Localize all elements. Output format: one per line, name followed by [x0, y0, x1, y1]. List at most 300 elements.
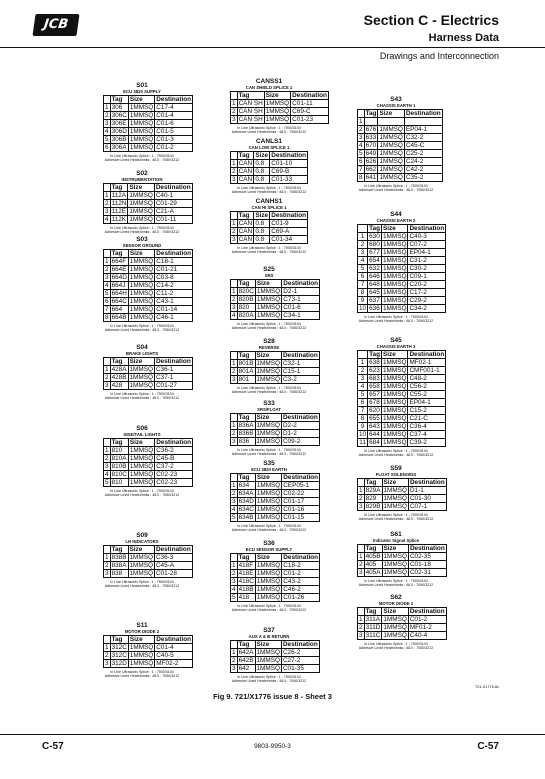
table-cell: 820B: [238, 296, 254, 303]
column-header: Destination: [409, 225, 445, 232]
table-cell: 3: [105, 382, 109, 389]
table-cell: 5: [105, 479, 109, 486]
wire-table: [230, 91, 329, 124]
table-cell: 1: [105, 258, 109, 265]
table-cell: C01-2: [408, 616, 446, 624]
table-row: [358, 359, 446, 367]
splice-note: In Line Ultrasonic Splice : 1 : 7500/3104: [237, 604, 301, 608]
table-cell: C01-2: [155, 144, 193, 152]
table-cell: C46-2: [282, 586, 320, 594]
table-cell: 632: [369, 265, 380, 272]
table-cell: 1MMSQ: [383, 383, 407, 390]
wire-table: [103, 183, 193, 224]
splice-note: In Line Ultrasonic Splice : 1 : 7500/3104: [237, 246, 301, 250]
table-cell: 1MMSQ: [256, 422, 280, 429]
column-header: Size: [255, 352, 281, 360]
splice-note: Adhesive Lined Heatshrinks : 48.0 : 7050/3212: [231, 250, 307, 255]
table-row: [358, 174, 443, 182]
block-title: S62: [390, 594, 402, 601]
wire-table: [103, 95, 193, 152]
table-cell: 1MMSQ: [129, 120, 154, 127]
block-title: S59: [390, 465, 402, 472]
table-cell: 1MMSQ: [129, 200, 153, 207]
table-cell: 6: [359, 158, 363, 165]
table-cell: 836: [237, 438, 255, 446]
table-cell: D1-1: [408, 487, 446, 495]
table-cell: C34-1: [282, 312, 320, 320]
harness-block: [230, 540, 319, 613]
table-cell: CAN: [238, 236, 253, 243]
splice-notes: [103, 154, 181, 163]
column-header: Tag: [110, 636, 128, 644]
harness-block: [103, 532, 191, 589]
table-cell: 1MMSQ: [379, 150, 403, 157]
table-cell: C01-15: [282, 514, 320, 522]
table-row: [231, 586, 320, 594]
column-header: Size: [382, 225, 408, 233]
table-cell: 3: [232, 176, 236, 183]
table-row: [231, 228, 308, 236]
table-cell: 306B: [111, 136, 127, 143]
table-row: [231, 116, 329, 124]
table-cell: 664B: [111, 314, 127, 321]
table-cell: 1MMSQ: [129, 208, 153, 215]
table-row: [104, 366, 193, 374]
table-row: [231, 108, 329, 116]
table-row: [358, 495, 447, 503]
table-cell: C02-31: [408, 569, 446, 577]
table-cell: 4: [358, 383, 368, 391]
table-cell: 1MMSQ: [129, 314, 154, 321]
table-row: [231, 506, 320, 514]
table-cell: 312C: [111, 644, 127, 651]
splice-notes: [230, 186, 308, 195]
table-row: [104, 258, 193, 266]
table-cell: 670: [365, 142, 377, 149]
table-cell: 3: [232, 498, 236, 505]
table-cell: 838A: [111, 562, 127, 569]
table-cell: 626: [365, 158, 377, 165]
table-cell: 1MMSQ: [256, 594, 281, 601]
wire-table: [357, 109, 443, 182]
table-cell: 1: [232, 482, 236, 489]
table-cell: 4: [232, 586, 236, 593]
page-number-right: C-57: [477, 741, 499, 752]
splice-note: In Line Ultrasonic Splice : 1 : 7500/3104: [110, 392, 174, 396]
splice-note: In Line Ultrasonic Splice : 1 : 7500/3104: [364, 315, 428, 319]
splice-note: In Line Ultrasonic Splice : 1 : 7500/3104: [237, 386, 301, 390]
table-cell: C56-2: [408, 383, 446, 391]
table-cell: C48-2: [408, 375, 446, 383]
splice-note: In Line Ultrasonic Splice : 1 : 7500/3104: [110, 580, 174, 584]
table-cell: C43-1: [155, 298, 193, 306]
table-header-row: [358, 351, 446, 359]
table-cell: 1MMSQ: [256, 304, 281, 311]
splice-notes: [103, 324, 181, 333]
table-cell: 1MMSQ: [265, 116, 290, 123]
column-header: Size: [128, 358, 154, 366]
harness-block: [103, 425, 192, 498]
harness-block: [103, 170, 191, 235]
table-row: [231, 376, 320, 384]
table-cell: 664H: [111, 290, 127, 297]
table-cell: 623: [369, 367, 380, 374]
harness-block: [357, 211, 445, 324]
table-cell: 1: [232, 422, 236, 429]
table-row: [358, 289, 446, 297]
table-cell: 428A: [111, 366, 127, 373]
section-title: Section C - Electrics: [363, 12, 499, 28]
column-header: Size: [255, 414, 281, 422]
table-cell: C37-4: [408, 431, 446, 439]
table-row: [104, 314, 193, 322]
table-cell: 2: [359, 126, 363, 133]
table-cell: 2: [232, 657, 236, 664]
table-cell: 2: [105, 374, 109, 381]
table-cell: 1MMSQ: [379, 126, 403, 133]
column-header: Tag: [364, 545, 382, 553]
table-cell: C01-9: [270, 220, 308, 228]
table-row: [104, 570, 193, 578]
block-subtitle: REVERSE: [258, 345, 280, 350]
table-row: [358, 561, 447, 569]
column-header: Tag: [237, 641, 255, 649]
harness-block: [230, 400, 318, 457]
table-cell: C40-5: [155, 652, 193, 660]
wire-table: [230, 151, 308, 184]
column-header: Destination: [409, 608, 445, 615]
table-cell: C21-C: [408, 415, 446, 423]
table-row: [104, 479, 193, 487]
table-cell: 655: [369, 415, 380, 422]
wire-table: [103, 635, 193, 668]
table-cell: 3: [105, 120, 109, 127]
table-header-row: [231, 641, 320, 649]
table-cell: 1MMSQ: [383, 359, 407, 366]
splice-note: In Line Ultrasonic Splice : 1 : 7500/3104: [364, 184, 428, 188]
block-subtitle: LH INDICATORS: [125, 539, 159, 544]
table-cell: 645: [369, 289, 380, 296]
table-cell: 664J: [110, 282, 128, 290]
table-cell: 2: [105, 112, 109, 119]
column-header: Tag: [237, 554, 255, 562]
table-cell: C42-2: [404, 166, 442, 174]
splice-notes: [230, 675, 308, 684]
table-cell: 1MMSQ: [129, 652, 154, 659]
table-cell: 405: [364, 561, 382, 569]
table-cell: C01-10: [270, 160, 308, 168]
table-cell: 810: [110, 447, 128, 455]
table-header-row: [231, 352, 320, 360]
splice-notes: [230, 604, 308, 613]
splice-note: Adhesive Lined Heatshrinks : 48.0 : 7050/3212: [104, 396, 180, 401]
table-cell: 678: [369, 399, 380, 406]
harness-block: [357, 531, 445, 588]
table-cell: C21-A: [154, 208, 192, 216]
table-cell: 836A: [238, 422, 254, 429]
splice-notes: [230, 524, 308, 533]
table-cell: 3: [232, 236, 236, 243]
table-row: [358, 273, 446, 281]
table-cell: C01-16: [282, 506, 320, 514]
table-row: [104, 455, 193, 463]
column-header: Tag: [364, 479, 382, 487]
table-cell: 1MMSQ: [129, 463, 154, 470]
table-row: [104, 112, 193, 120]
table-cell: 838: [110, 570, 128, 578]
table-cell: 3: [105, 274, 109, 281]
block-title: CANLS1: [255, 138, 282, 145]
splice-note: Adhesive Lined Heatshrinks : 48.0 : 7050/3212: [104, 584, 180, 589]
table-cell: 418: [237, 594, 255, 602]
table-row: [104, 144, 193, 152]
splice-note: In Line Ultrasonic Splice : 1 : 7500/3104: [237, 186, 301, 190]
table-cell: 3: [358, 375, 368, 383]
table-cell: 1MMSQ: [129, 274, 154, 281]
table-row: [231, 168, 308, 176]
table-cell: 1MMSQ: [129, 471, 154, 478]
table-cell: 6: [105, 144, 109, 151]
table-cell: 7: [359, 166, 363, 173]
table-cell: C01-27: [154, 382, 192, 390]
table-cell: C36-4: [408, 423, 446, 431]
table-cell: C02-35: [408, 553, 446, 561]
table-cell: 1MMSQ: [256, 438, 280, 445]
page-number-left: C-57: [42, 741, 64, 752]
table-row: [231, 220, 308, 228]
splice-note: Adhesive Lined Heatshrinks : 48.0 : 7050/3212: [104, 493, 180, 498]
table-row: [231, 430, 320, 438]
table-cell: C25-2: [404, 150, 442, 158]
table-cell: 637: [369, 297, 380, 304]
table-cell: 2: [232, 108, 236, 115]
table-row: [358, 118, 443, 126]
table-cell: 649: [365, 150, 377, 157]
table-row: [358, 391, 446, 399]
table-row: [358, 166, 443, 174]
column-header: Destination: [282, 641, 318, 648]
block-title: S11: [136, 622, 148, 629]
splice-note: Adhesive Lined Heatshrinks : 48.0 : 7050/3212: [231, 190, 307, 195]
block-subtitle: SRS/FLOAT: [256, 407, 282, 412]
column-header: Size: [382, 545, 408, 553]
table-cell: 657: [369, 391, 380, 398]
table-header-row: [231, 554, 320, 562]
table-cell: C29-2: [408, 297, 446, 305]
splice-note: In Line Ultrasonic Splice : 1 : 7500/3104: [110, 489, 174, 493]
splice-note: In Line Ultrasonic Splice : 1 : 7500/3104: [237, 126, 301, 130]
table-row: [358, 281, 446, 289]
block-title: S45: [390, 337, 402, 344]
table-cell: 5: [105, 290, 109, 297]
table-row: [358, 249, 446, 257]
table-cell: 112E: [111, 208, 127, 215]
table-cell: 1MMSQ: [256, 578, 281, 585]
harness-block: [230, 138, 308, 195]
block-subtitle: CHASSIS EARTH 2: [376, 218, 416, 223]
table-cell: 306A: [111, 144, 127, 151]
table-row: [358, 233, 446, 241]
table-header-row: [231, 92, 329, 100]
table-cell: 2: [105, 455, 109, 462]
table-row: [231, 368, 320, 376]
table-cell: 676: [365, 126, 377, 133]
table-cell: 620: [369, 407, 380, 414]
table-cell: 677: [369, 249, 380, 256]
table-cell: 5: [359, 150, 363, 157]
table-cell: 1: [232, 220, 236, 227]
table-cell: 112A: [111, 192, 127, 199]
column-header: Size: [128, 250, 154, 258]
table-cell: 418C: [238, 578, 254, 585]
table-cell: 836B: [238, 430, 254, 437]
table-cell: 2: [359, 624, 363, 631]
footer-rule: [0, 734, 545, 735]
table-cell: 1MMSQ: [129, 382, 153, 389]
block-subtitle: FLOAT SOLENOIDS: [375, 472, 417, 477]
table-cell: 1MMSQ: [256, 360, 280, 367]
table-row: [231, 422, 320, 430]
table-cell: C36-3: [154, 554, 192, 562]
table-cell: 8: [358, 415, 368, 423]
column-header: Tag: [365, 110, 377, 117]
table-cell: 1: [232, 100, 236, 107]
table-cell: 1MMSQ: [383, 297, 407, 304]
wire-table: [103, 357, 193, 390]
column-header: Size: [255, 554, 281, 562]
block-subtitle: SRS: [264, 273, 274, 278]
block-subtitle: CAN SHIELD SPLICE 1: [245, 85, 293, 90]
table-cell: 3: [359, 503, 363, 510]
table-row: [231, 482, 320, 490]
table-cell: 3: [232, 304, 236, 311]
splice-note: In Line Ultrasonic Splice : 1 : 7500/3104: [364, 642, 428, 646]
splice-note: Adhesive Lined Heatshrinks : 48.0 : 7050/3212: [231, 130, 307, 135]
table-cell: 2: [232, 296, 236, 303]
splice-notes: [230, 126, 308, 135]
table-row: [104, 374, 193, 382]
table-cell: 1MMSQ: [129, 266, 154, 273]
wire-table: [103, 249, 193, 322]
table-row: [358, 367, 446, 375]
column-header: Size: [128, 96, 154, 104]
table-cell: C01-4: [155, 112, 193, 120]
table-cell: C15-1: [281, 368, 319, 376]
wire-table: [357, 224, 446, 313]
table-header-row: [231, 212, 308, 220]
splice-note: In Line Ultrasonic Splice : 1 : 7500/3104: [237, 524, 301, 528]
table-cell: 1MMSQ: [256, 288, 281, 295]
block-title: S37: [263, 627, 275, 634]
table-cell: C40-4: [408, 632, 446, 640]
table-cell: CAN SH: [238, 116, 263, 123]
table-cell: 8: [359, 174, 363, 181]
table-header-row: [358, 479, 447, 487]
table-cell: 801: [237, 376, 255, 384]
table-row: [104, 200, 193, 208]
table-cell: CAN SH: [238, 100, 263, 107]
table-cell: 1MMSQ: [129, 216, 153, 223]
table-cell: 1MMSQ: [383, 233, 407, 240]
table-row: [104, 104, 193, 112]
column-header: Destination: [282, 352, 318, 359]
table-cell: 311C: [365, 632, 381, 639]
table-cell: CAN: [238, 220, 253, 227]
table-cell: C45-A: [154, 562, 192, 570]
table-cell: 1MMSQ: [256, 430, 280, 437]
table-cell: 1MMSQ: [256, 312, 281, 319]
table-cell: 1MMSQ: [379, 158, 403, 165]
splice-note: Adhesive Lined Heatshrinks : 48.0 : 7050/3212: [231, 452, 307, 457]
table-cell: C45-C: [404, 142, 442, 150]
table-cell: 1: [359, 487, 363, 494]
table-cell: 636: [369, 305, 380, 312]
table-cell: 5: [358, 265, 368, 273]
table-cell: 2: [358, 367, 368, 375]
table-cell: 306: [110, 104, 128, 112]
table-cell: C01-26: [282, 594, 320, 602]
table-cell: C01-23: [291, 116, 329, 124]
table-cell: 2: [105, 200, 109, 207]
splice-notes: [357, 184, 435, 193]
table-cell: CMF001-1: [408, 367, 446, 375]
column-header: Destination: [156, 250, 192, 257]
table-header-row: [104, 358, 193, 366]
table-cell: 641: [365, 174, 377, 181]
table-cell: 1MMSQ: [379, 174, 403, 181]
block-subtitle: SIDE/TAIL LIGHTS: [123, 432, 161, 437]
table-cell: C01-29: [154, 200, 192, 208]
table-cell: 1MMSQ: [129, 644, 154, 651]
table-cell: C07-2: [408, 241, 446, 249]
table-cell: C26-2: [281, 649, 319, 657]
table-cell: 1MMSQ: [379, 142, 403, 149]
column-header: [231, 212, 238, 220]
splice-note: In Line Ultrasonic Splice : 1 : 7500/3104: [110, 670, 174, 674]
table-header-row: [358, 608, 447, 616]
column-header: Tag: [237, 152, 254, 160]
table-cell: 1MMSQ: [129, 112, 154, 119]
table-cell: 1: [105, 447, 109, 454]
column-header: Destination: [409, 351, 445, 358]
splice-notes: [357, 449, 435, 458]
table-cell: 11: [359, 439, 366, 446]
column-header: Size: [382, 608, 408, 616]
splice-note: In Line Ultrasonic Splice : 1 : 7500/3104: [364, 579, 428, 583]
splice-note: Adhesive Lined Heatshrinks : 48.0 : 7050/3212: [231, 326, 307, 331]
table-row: [104, 382, 193, 390]
table-cell: 0.8: [254, 236, 270, 244]
column-header: Tag: [110, 184, 128, 192]
jcb-logo: JCB: [32, 14, 79, 36]
table-cell: 4: [232, 312, 236, 319]
table-row: [231, 665, 320, 673]
table-cell: C37-2: [155, 463, 193, 471]
table-cell: 0.8: [254, 176, 270, 184]
table-row: [358, 297, 446, 305]
splice-note: In Line Ultrasonic Splice : 1 : 7500/3104: [110, 324, 174, 328]
table-row: [104, 128, 193, 136]
table-cell: 10: [359, 305, 367, 312]
table-cell: C73-1: [282, 296, 320, 304]
table-cell: C36-1: [154, 366, 192, 374]
table-cell: 2: [105, 266, 109, 273]
table-cell: 1MMSQ: [129, 570, 153, 577]
table-cell: 1MMSQ: [256, 368, 280, 375]
table-cell: 810C: [111, 471, 127, 478]
table-row: [231, 288, 320, 296]
table-cell: 6: [358, 399, 368, 407]
